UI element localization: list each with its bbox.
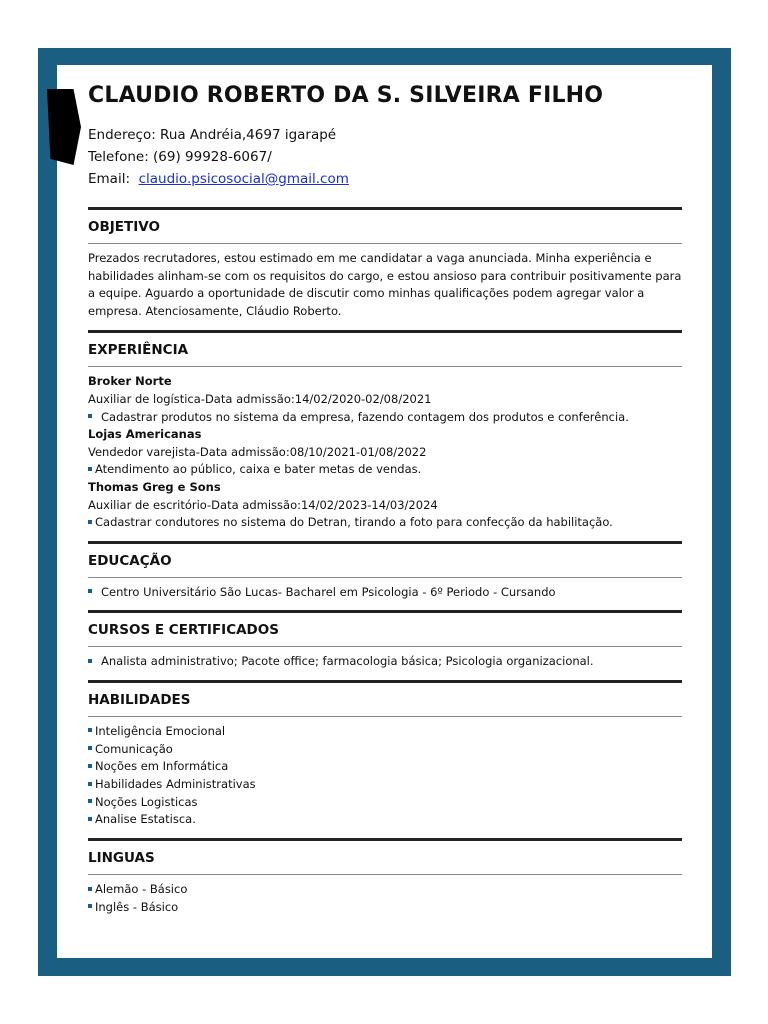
education-item bbox=[88, 578, 682, 602]
skills-list bbox=[88, 717, 682, 829]
experience-list bbox=[88, 367, 682, 531]
languages-list bbox=[88, 875, 682, 916]
language-text: Inglês - Básico bbox=[95, 899, 179, 914]
section-title: HABILIDADES bbox=[88, 691, 191, 708]
job-company: Lojas Americanas bbox=[88, 427, 202, 442]
bullet-icon bbox=[88, 742, 95, 756]
list-item bbox=[88, 723, 682, 741]
list-item bbox=[88, 811, 682, 829]
bullet-icon bbox=[88, 515, 95, 529]
bullet-icon bbox=[88, 882, 95, 896]
bullet-icon bbox=[88, 900, 95, 914]
skill-text: Noções em Informática bbox=[95, 759, 229, 774]
language-text: Alemão - Básico bbox=[95, 882, 188, 897]
objective-section bbox=[88, 207, 682, 320]
job-role: Auxiliar de escritório-Data admissão:14/02/2023-14/03/2024 bbox=[88, 497, 438, 512]
list-item bbox=[88, 794, 682, 812]
bullet-icon bbox=[88, 812, 95, 826]
job-company: Broker Norte bbox=[88, 374, 172, 389]
bullet-icon bbox=[88, 795, 95, 809]
list-item bbox=[88, 741, 682, 759]
list-item bbox=[88, 899, 682, 917]
section-title: LINGUAS bbox=[88, 850, 155, 867]
email-line bbox=[88, 168, 682, 190]
bullet-icon bbox=[88, 654, 101, 668]
bullet-icon bbox=[88, 777, 95, 791]
job-company: Thomas Greg e Sons bbox=[88, 479, 221, 494]
contact-block bbox=[88, 124, 682, 190]
courses-text: Analista administrativo; Pacote office; farmacologia básica; Psicologia organizacional. bbox=[101, 654, 594, 669]
job-duty bbox=[88, 461, 682, 479]
education-text: Centro Universitário São Lucas- Bacharel em Psicologia - 6º Periodo - Cursando bbox=[101, 584, 556, 599]
list-item bbox=[88, 776, 682, 794]
job-duty bbox=[88, 409, 682, 427]
resume-content bbox=[88, 70, 682, 917]
job-duty-text: Cadastrar condutores no sistema do Detran, tirando a foto para confecção da habilitação. bbox=[95, 515, 613, 530]
bullet-icon bbox=[88, 585, 101, 599]
section-title: EDUCAÇÃO bbox=[88, 552, 172, 569]
section-title: CURSOS E CERTIFICADOS bbox=[88, 622, 279, 639]
job-duty bbox=[88, 514, 682, 532]
bullet-icon bbox=[88, 724, 95, 738]
address-line: Endereço: Rua Andréia,4697 igarapé bbox=[88, 127, 337, 143]
experience-section bbox=[88, 330, 682, 531]
skill-text: Habilidades Administrativas bbox=[95, 777, 256, 792]
job-entry bbox=[88, 373, 682, 426]
objective-text: Prezados recrutadores, estou estimado em me candidatar a vaga anunciada. Minha experiência e habilidades alinham-se com os requisitos do cargo, e estou ansioso para contribuir positivamente para a equipe. Aguardo a oportunidade de discutir como minhas qualificações podem agregar valor a empresa. Atenciosamente, Cláudio Roberto. bbox=[88, 251, 682, 318]
email-label: Email: bbox=[88, 171, 131, 187]
skill-text: Analise Estatisca. bbox=[95, 812, 196, 827]
courses-item bbox=[88, 647, 682, 671]
candidate-name: CLAUDIO ROBERTO DA S. SILVEIRA FILHO bbox=[88, 83, 604, 108]
skill-text: Comunicação bbox=[95, 741, 173, 756]
job-duty-text: Cadastrar produtos no sistema da empresa, fazendo contagem dos produtos e conferência. bbox=[101, 409, 629, 424]
skill-text: Inteligência Emocional bbox=[95, 723, 226, 738]
list-item bbox=[88, 758, 682, 776]
phone-line: Telefone: (69) 99928-6067/ bbox=[88, 149, 272, 165]
job-entry bbox=[88, 426, 682, 479]
section-title: EXPERIÊNCIA bbox=[88, 342, 189, 359]
job-role: Auxiliar de logística-Data admissão:14/02/2020-02/08/2021 bbox=[88, 391, 432, 406]
skills-section bbox=[88, 680, 682, 829]
email-link[interactable]: claudio.psicosocial@gmail.com bbox=[138, 171, 349, 187]
job-role: Vendedor varejista-Data admissão:08/10/2021-01/08/2022 bbox=[88, 444, 427, 459]
skill-text: Noções Logisticas bbox=[95, 794, 198, 809]
languages-section bbox=[88, 838, 682, 916]
job-entry bbox=[88, 479, 682, 532]
section-title: OBJETIVO bbox=[88, 219, 160, 235]
bullet-icon bbox=[88, 410, 101, 424]
bullet-icon bbox=[88, 462, 95, 476]
courses-section bbox=[88, 610, 682, 671]
bullet-icon bbox=[88, 759, 95, 773]
education-section bbox=[88, 541, 682, 602]
list-item bbox=[88, 881, 682, 899]
job-duty-text: Atendimento ao público, caixa e bater metas de vendas. bbox=[95, 462, 422, 477]
